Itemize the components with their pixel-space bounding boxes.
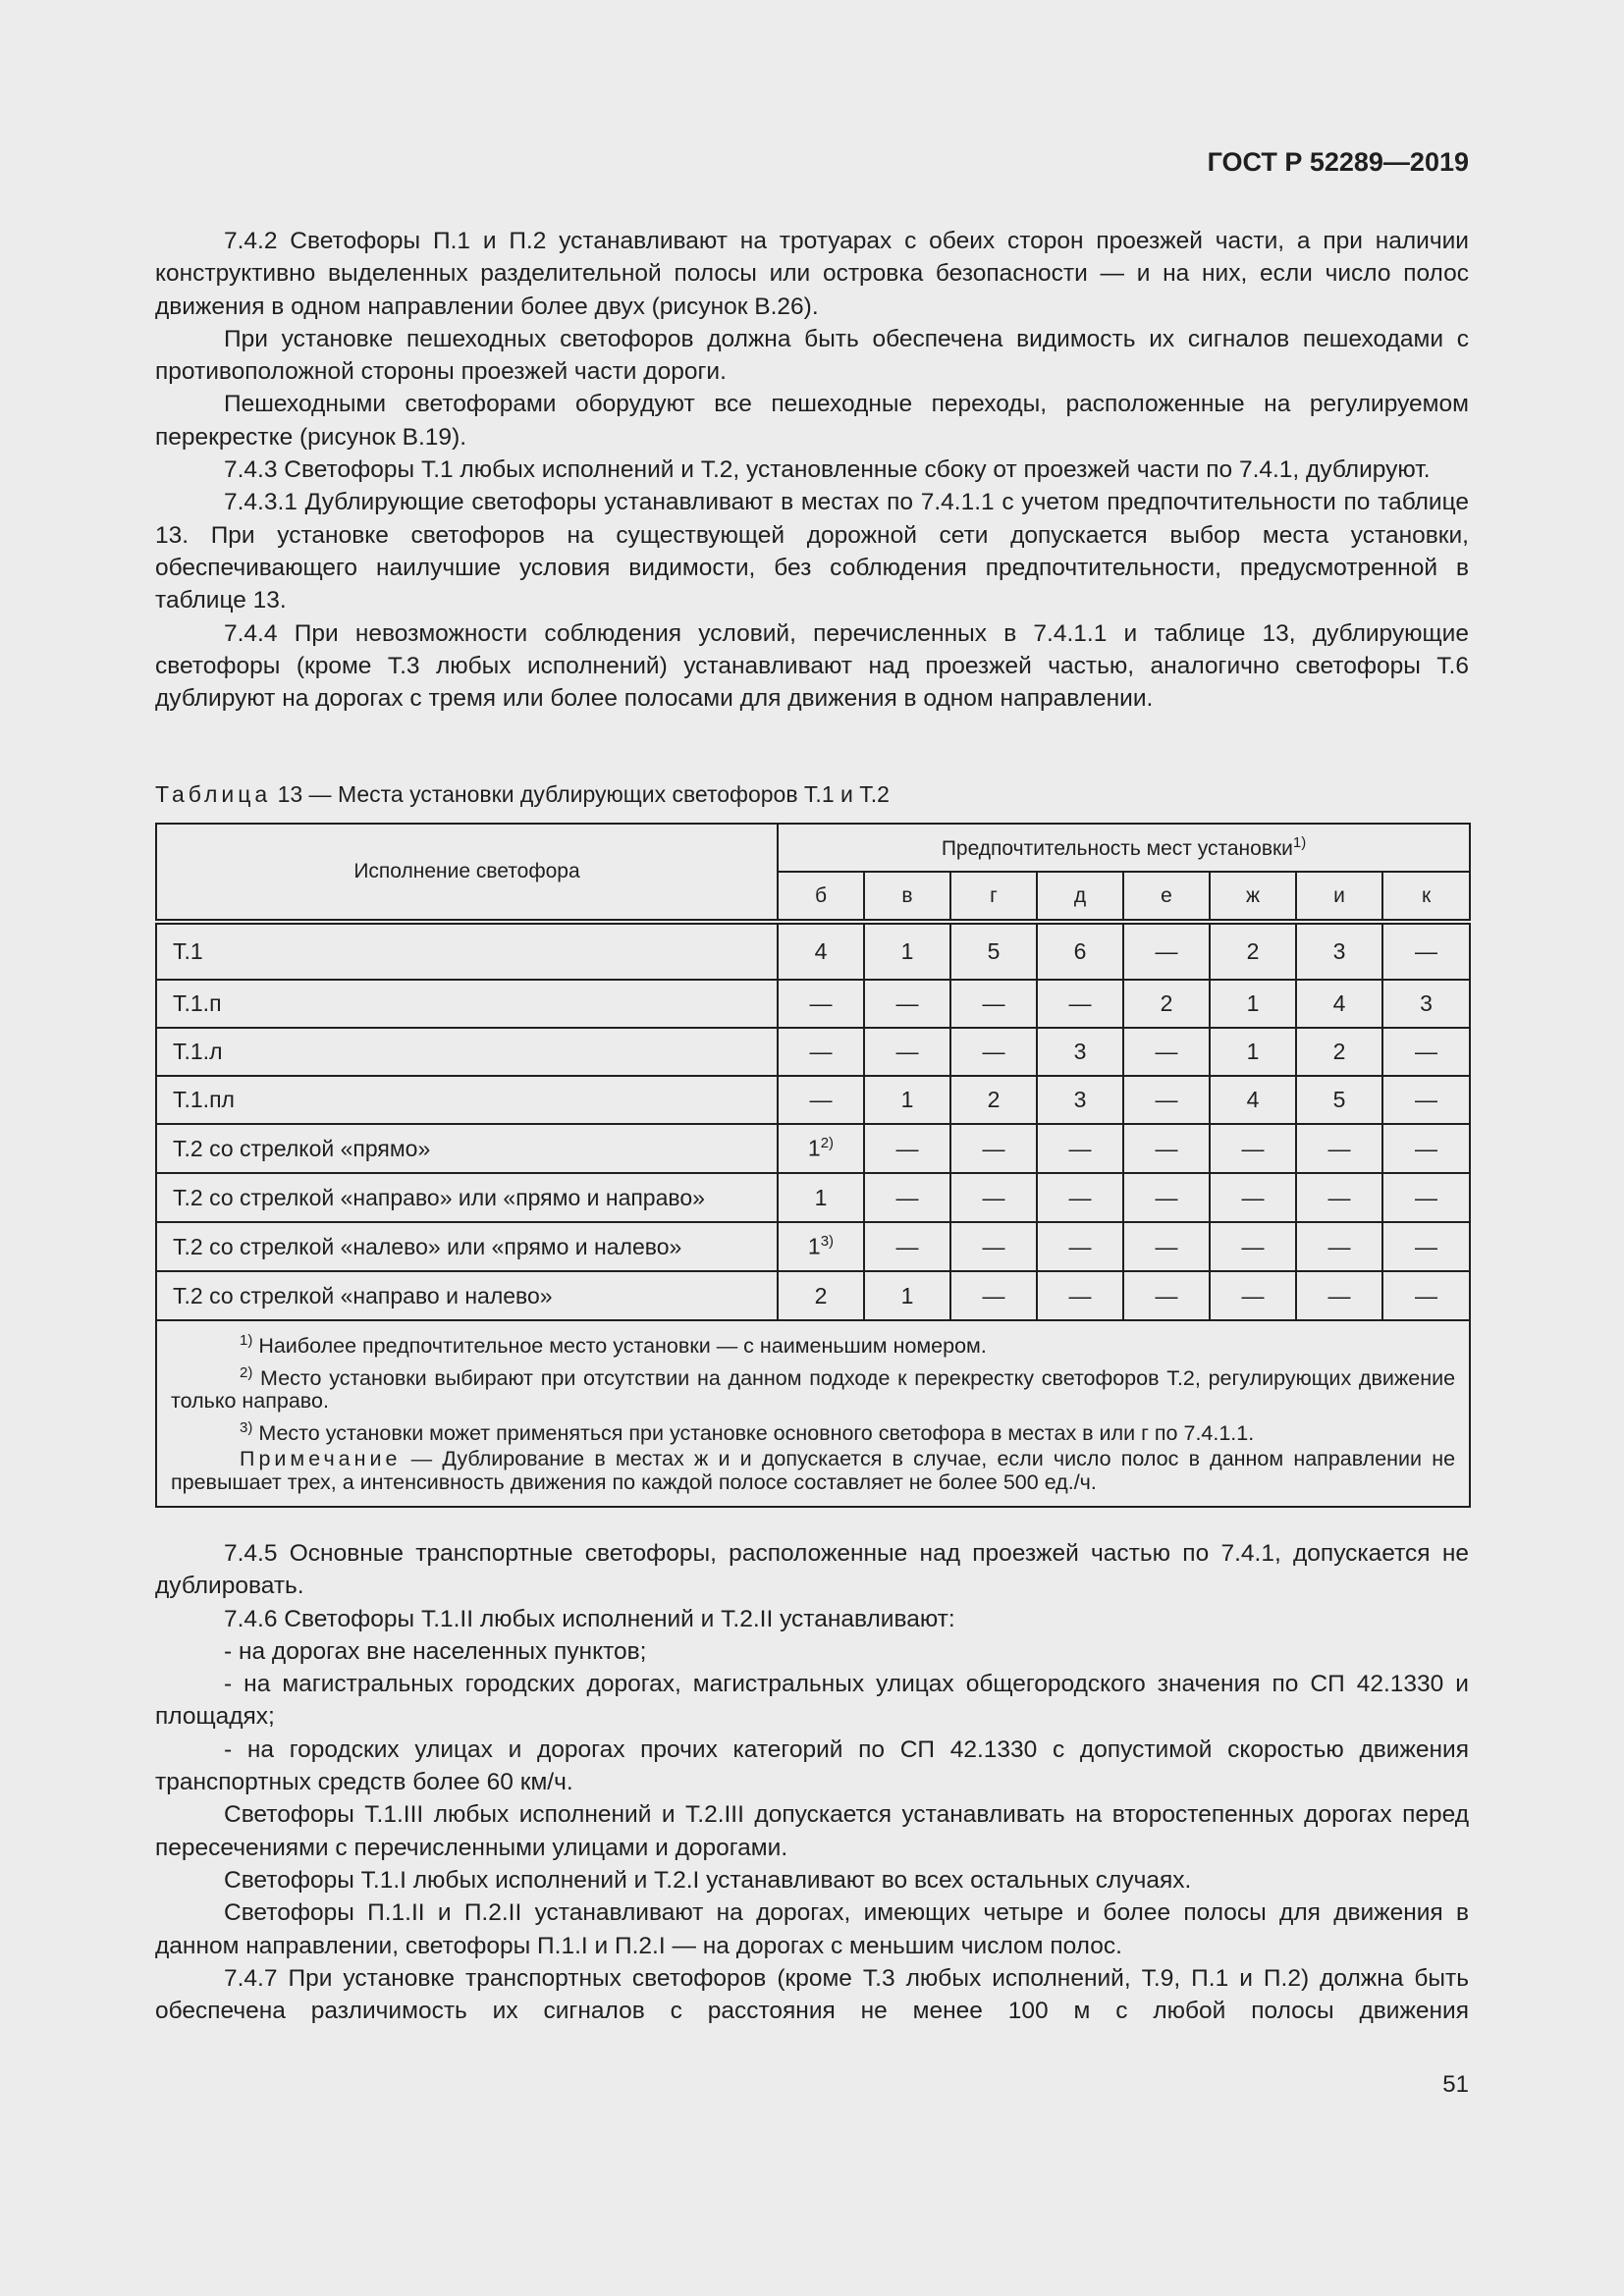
row-label: Т.2 со стрелкой «налево» или «прямо и налево» bbox=[156, 1222, 778, 1271]
row-label: Т.1 bbox=[156, 922, 778, 980]
table-cell bbox=[1296, 1028, 1382, 1076]
cell-value: 4 bbox=[1332, 990, 1346, 1016]
table-caption-text: 13 — Места установки дублирующих светофоров Т.1 и Т.2 bbox=[271, 781, 890, 807]
cell-value: — bbox=[1327, 1233, 1351, 1259]
table-cell bbox=[1210, 1271, 1296, 1320]
cell-value: 1 bbox=[1246, 1039, 1260, 1064]
table-footnote bbox=[171, 1416, 1455, 1446]
row-label: Т.2 со стрелкой «направо» или «прямо и направо» bbox=[156, 1173, 778, 1222]
footnote-mark: 1) bbox=[240, 1332, 253, 1349]
table-cell bbox=[1296, 1076, 1382, 1124]
table-cell bbox=[950, 1124, 1037, 1173]
table-cell bbox=[1037, 922, 1123, 980]
table-cell bbox=[778, 1271, 864, 1320]
cell-value: 2 bbox=[814, 1282, 828, 1308]
table-cell bbox=[1210, 1222, 1296, 1271]
table-cell bbox=[1123, 922, 1210, 980]
table-caption-word: Таблица bbox=[155, 781, 272, 807]
table-cell bbox=[778, 1028, 864, 1076]
footnote-mark: 3) bbox=[240, 1418, 253, 1436]
bottom-paragraph: 7.4.6 Светофоры Т.1.II любых исполнений и Т.2.II устанавливают: bbox=[224, 1605, 955, 1632]
table-cell bbox=[778, 1124, 864, 1173]
table-cell bbox=[864, 1222, 950, 1271]
cell-value: — bbox=[895, 1135, 919, 1161]
cell-value: 2 bbox=[987, 1087, 1001, 1112]
table-row bbox=[156, 1076, 1470, 1124]
bottom-paragraph: - на дорогах вне населенных пунктов; bbox=[224, 1637, 647, 1665]
table-cell bbox=[1210, 980, 1296, 1028]
table-cell bbox=[778, 922, 864, 980]
bottom-text-block bbox=[155, 1537, 1469, 2027]
table-cell bbox=[864, 1076, 950, 1124]
table-cell bbox=[864, 1124, 950, 1173]
bottom-paragraph: - на городских улицах и дорогах прочих категорий по СП 42.1330 с допустимой скоростью движения транспортных средств более 60 км/ч. bbox=[155, 1735, 1469, 1796]
cell-value: — bbox=[1068, 1184, 1092, 1210]
footnote-mark: 2) bbox=[240, 1363, 253, 1381]
table-cell bbox=[1123, 1222, 1210, 1271]
footnote-text: Место установки может применяться при установке основного светофора в местах в или г по 7.4.1.1. bbox=[252, 1420, 1255, 1445]
cell-value: — bbox=[1068, 1233, 1092, 1259]
row-label: Т.2 со стрелкой «прямо» bbox=[156, 1124, 778, 1173]
table-row bbox=[156, 1271, 1470, 1320]
table-cell bbox=[950, 1173, 1037, 1222]
footnote-text: Наиболее предпочтительное место установки — с наименьшим номером. bbox=[252, 1334, 987, 1359]
cell-value: — bbox=[982, 990, 1005, 1016]
cell-value: 2 bbox=[1246, 938, 1260, 964]
bottom-paragraph: 7.4.5 Основные транспортные светофоры, расположенные над проезжей частью по 7.4.1, допускается не дублировать. bbox=[155, 1540, 1469, 1600]
cell-value: 3 bbox=[1073, 1039, 1087, 1064]
table-cell bbox=[864, 980, 950, 1028]
table-cell bbox=[1210, 922, 1296, 980]
cell-value: — bbox=[1415, 1233, 1438, 1259]
row-label: Т.1.пл bbox=[156, 1076, 778, 1124]
table-row bbox=[156, 922, 1470, 980]
group-header-text: Предпочтительность мест установки bbox=[941, 837, 1293, 860]
cell-value: — bbox=[895, 1039, 919, 1064]
cell-footnote-mark: 2) bbox=[820, 1135, 835, 1152]
top-text-block bbox=[155, 225, 1469, 715]
cell-value: — bbox=[1068, 1135, 1092, 1161]
column-header: к bbox=[1382, 872, 1470, 922]
table-cell bbox=[1037, 1076, 1123, 1124]
cell-value: — bbox=[1155, 1135, 1178, 1161]
table-footnote bbox=[171, 1362, 1455, 1414]
paragraph-7-4-2: 7.4.2 Светофоры П.1 и П.2 устанавливают на тротуарах с обеих сторон проезжей части, а при наличии конструктивно выделенных разделительной полосы или островка безопасности — и на них, если число полос движения в одном направлении более двух (рисунок В.26). bbox=[155, 228, 1469, 320]
cell-value: 6 bbox=[1073, 938, 1087, 964]
paragraph-7-4-4: 7.4.4 При невозможности соблюдения условий, перечисленных в 7.4.1.1 и таблице 13, дублирующие светофоры (кроме Т.3 любых исполнений) устанавливают над проезжей частью, аналогично светофоры Т.6 дублируют на дорогах с тремя или более полосами для движения в одном направлении. bbox=[155, 619, 1469, 713]
bottom-paragraph: Светофоры Т.1.I любых исполнений и Т.2.I устанавливают во всех остальных случаях. bbox=[224, 1866, 1192, 1894]
cell-value: — bbox=[1327, 1135, 1351, 1161]
bottom-paragraph: - на магистральных городских дорогах, магистральных улицах общегородского значения по СП 42.1330 и площадях; bbox=[155, 1671, 1469, 1731]
column-header: е bbox=[1123, 872, 1210, 922]
column-header: б bbox=[778, 872, 864, 922]
cell-value: — bbox=[982, 1135, 1005, 1161]
table-cell bbox=[1037, 1028, 1123, 1076]
column-header: г bbox=[950, 872, 1037, 922]
table-cell bbox=[864, 1173, 950, 1222]
table-cell bbox=[1382, 980, 1470, 1028]
table-cell bbox=[1382, 1222, 1470, 1271]
cell-value: 4 bbox=[1246, 1087, 1260, 1112]
table-cell bbox=[1382, 1076, 1470, 1124]
table-cell bbox=[1210, 1124, 1296, 1173]
cell-value: 3 bbox=[1073, 1087, 1087, 1112]
table-cell bbox=[778, 1076, 864, 1124]
table-cell bbox=[1382, 1028, 1470, 1076]
cell-value: 1 bbox=[900, 938, 914, 964]
cell-value: 1 bbox=[807, 1135, 821, 1161]
column-header: ж bbox=[1210, 872, 1296, 922]
cell-value: 1 bbox=[807, 1233, 821, 1259]
cell-value: — bbox=[809, 1087, 833, 1112]
table-cell bbox=[1296, 1124, 1382, 1173]
paragraph-7-4-3: 7.4.3 Светофоры Т.1 любых исполнений и Т.2, установленные сбоку от проезжей части по 7.4.1, дублируют. bbox=[224, 456, 1431, 484]
paragraph-pedestrian-crossings: Пешеходными светофорами оборудуют все пешеходные переходы, расположенные на регулируемом перекрестке (рисунок В.19). bbox=[155, 391, 1469, 451]
cell-value: — bbox=[1241, 1233, 1265, 1259]
table-cell bbox=[864, 922, 950, 980]
cell-value: — bbox=[1327, 1282, 1351, 1308]
table-cell bbox=[1210, 1173, 1296, 1222]
cell-value: — bbox=[1068, 1282, 1092, 1308]
cell-value: 4 bbox=[814, 938, 828, 964]
table-cell bbox=[1123, 1271, 1210, 1320]
table-cell bbox=[1382, 1124, 1470, 1173]
cell-value: — bbox=[1155, 938, 1178, 964]
cell-value: 5 bbox=[987, 938, 1001, 964]
table-row bbox=[156, 980, 1470, 1028]
cell-value: 5 bbox=[1332, 1087, 1346, 1112]
cell-value: — bbox=[1155, 1184, 1178, 1210]
cell-value: — bbox=[895, 1184, 919, 1210]
table-cell bbox=[1123, 1124, 1210, 1173]
table-cell bbox=[1123, 1076, 1210, 1124]
table-cell bbox=[778, 1222, 864, 1271]
table-cell bbox=[950, 1076, 1037, 1124]
table-cell bbox=[1382, 1173, 1470, 1222]
cell-value: — bbox=[895, 990, 919, 1016]
table-cell bbox=[1123, 1173, 1210, 1222]
cell-value: — bbox=[1155, 1233, 1178, 1259]
cell-value: 1 bbox=[1246, 990, 1260, 1016]
table-notes-row bbox=[156, 1320, 1470, 1507]
cell-value: — bbox=[1241, 1184, 1265, 1210]
column-header: в bbox=[864, 872, 950, 922]
cell-footnote-mark: 3) bbox=[820, 1233, 835, 1251]
cell-value: 3 bbox=[1420, 990, 1433, 1016]
cell-value: — bbox=[1415, 1039, 1438, 1064]
table-cell bbox=[778, 980, 864, 1028]
table-cell bbox=[864, 1028, 950, 1076]
cell-value: — bbox=[1415, 1184, 1438, 1210]
footnote-text: Место установки выбирают при отсутствии на данном подходе к перекрестку светофоров Т.2, регулирующих движение только направо. bbox=[171, 1365, 1456, 1414]
table-row bbox=[156, 1173, 1470, 1222]
cell-value: — bbox=[1327, 1184, 1351, 1210]
cell-value: — bbox=[895, 1233, 919, 1259]
cell-value: — bbox=[1155, 1282, 1178, 1308]
table-cell bbox=[778, 1173, 864, 1222]
table-cell bbox=[950, 1271, 1037, 1320]
note-label: Примечание bbox=[240, 1447, 402, 1471]
column-header-execution: Исполнение светофора bbox=[156, 824, 778, 922]
row-label: Т.2 со стрелкой «направо и налево» bbox=[156, 1271, 778, 1320]
table-row bbox=[156, 1222, 1470, 1271]
table-cell bbox=[1296, 1271, 1382, 1320]
cell-value: — bbox=[982, 1184, 1005, 1210]
standard-designation: ГОСТ Р 52289—2019 bbox=[1207, 147, 1469, 177]
row-label: Т.1.л bbox=[156, 1028, 778, 1076]
table-cell bbox=[1296, 980, 1382, 1028]
table-cell bbox=[1037, 1124, 1123, 1173]
cell-value: — bbox=[1241, 1135, 1265, 1161]
cell-value: — bbox=[1415, 1282, 1438, 1308]
cell-value: 2 bbox=[1332, 1039, 1346, 1064]
table-cell bbox=[1296, 1222, 1382, 1271]
column-header: д bbox=[1037, 872, 1123, 922]
table-cell bbox=[950, 1028, 1037, 1076]
table-cell bbox=[1296, 1173, 1382, 1222]
cell-value: — bbox=[809, 1039, 833, 1064]
cell-value: — bbox=[1068, 990, 1092, 1016]
bottom-paragraph: Светофоры Т.1.III любых исполнений и Т.2.III допускается устанавливать на второстепенных дорогах перед пересечениями с перечисленными улицами и дорогами. bbox=[155, 1801, 1469, 1861]
cell-value: — bbox=[1155, 1039, 1178, 1064]
note-text: — Дублирование в местах ж и и допускается в случае, если число полос в данном направлении не превышает трех, а интенсивность движения по каждой полосе составляет не более 500 ед./ч. bbox=[171, 1447, 1456, 1494]
table-cell bbox=[864, 1271, 950, 1320]
table-cell bbox=[1382, 1271, 1470, 1320]
cell-value: — bbox=[982, 1233, 1005, 1259]
cell-value: 1 bbox=[900, 1282, 914, 1308]
table-cell bbox=[1123, 1028, 1210, 1076]
cell-value: — bbox=[1415, 938, 1438, 964]
cell-value: 1 bbox=[814, 1184, 828, 1210]
cell-value: 2 bbox=[1160, 990, 1173, 1016]
table-row bbox=[156, 1124, 1470, 1173]
cell-value: — bbox=[1415, 1135, 1438, 1161]
table-cell bbox=[1210, 1076, 1296, 1124]
table-cell bbox=[1037, 1271, 1123, 1320]
table-notes bbox=[156, 1320, 1470, 1507]
table-cell bbox=[950, 1222, 1037, 1271]
table-cell bbox=[950, 980, 1037, 1028]
cell-value: 1 bbox=[900, 1087, 914, 1112]
table-13 bbox=[155, 823, 1471, 1508]
table-row bbox=[156, 1028, 1470, 1076]
table-cell bbox=[1037, 1222, 1123, 1271]
cell-value: — bbox=[1415, 1087, 1438, 1112]
cell-value: — bbox=[809, 990, 833, 1016]
group-header-footnote-mark: 1) bbox=[1292, 834, 1307, 851]
bottom-paragraph: 7.4.7 При установке транспортных светофоров (кроме Т.3 любых исполнений, Т.9, П.1 и П.2) должна быть обеспечена различимость их сигналов с расстояния не менее 100 м с любой полосы движения bbox=[155, 1964, 1469, 2025]
table-footnote bbox=[171, 1329, 1455, 1359]
table-cell bbox=[1037, 980, 1123, 1028]
bottom-paragraph: Светофоры П.1.II и П.2.II устанавливают на дорогах, имеющих четыре и более полосы для движения в данном направлении, светофоры П.1.I и П.2.I — на дорогах с меньшим числом полос. bbox=[155, 1899, 1469, 1959]
row-label: Т.1.п bbox=[156, 980, 778, 1028]
cell-value: — bbox=[982, 1039, 1005, 1064]
table-cell bbox=[1210, 1028, 1296, 1076]
paragraph-visibility: При установке пешеходных светофоров должна быть обеспечена видимость их сигналов пешеходами с противоположной стороны проезжей части дороги. bbox=[155, 325, 1469, 386]
paragraph-7-4-3-1: 7.4.3.1 Дублирующие светофоры устанавливают в местах по 7.4.1.1 с учетом предпочтительности по таблице 13. При установке светофоров на существующей дорожной сети допускается выбор места установки, обеспечивающего наилучшие условия видимости, без соблюдения предпочтительности, предусмотренной в таблице 13. bbox=[155, 489, 1469, 614]
table-cell bbox=[1382, 922, 1470, 980]
table-cell bbox=[1296, 922, 1382, 980]
cell-value: — bbox=[1155, 1087, 1178, 1112]
page-number: 51 bbox=[1442, 2071, 1469, 2098]
table-cell bbox=[1037, 1173, 1123, 1222]
column-group-header-preference bbox=[778, 824, 1470, 872]
column-header: и bbox=[1296, 872, 1382, 922]
table-cell bbox=[1123, 980, 1210, 1028]
table-note bbox=[171, 1448, 1455, 1494]
table-cell bbox=[950, 922, 1037, 980]
cell-value: 3 bbox=[1332, 938, 1346, 964]
table-caption bbox=[155, 781, 890, 808]
cell-value: — bbox=[1241, 1282, 1265, 1308]
cell-value: — bbox=[982, 1282, 1005, 1308]
